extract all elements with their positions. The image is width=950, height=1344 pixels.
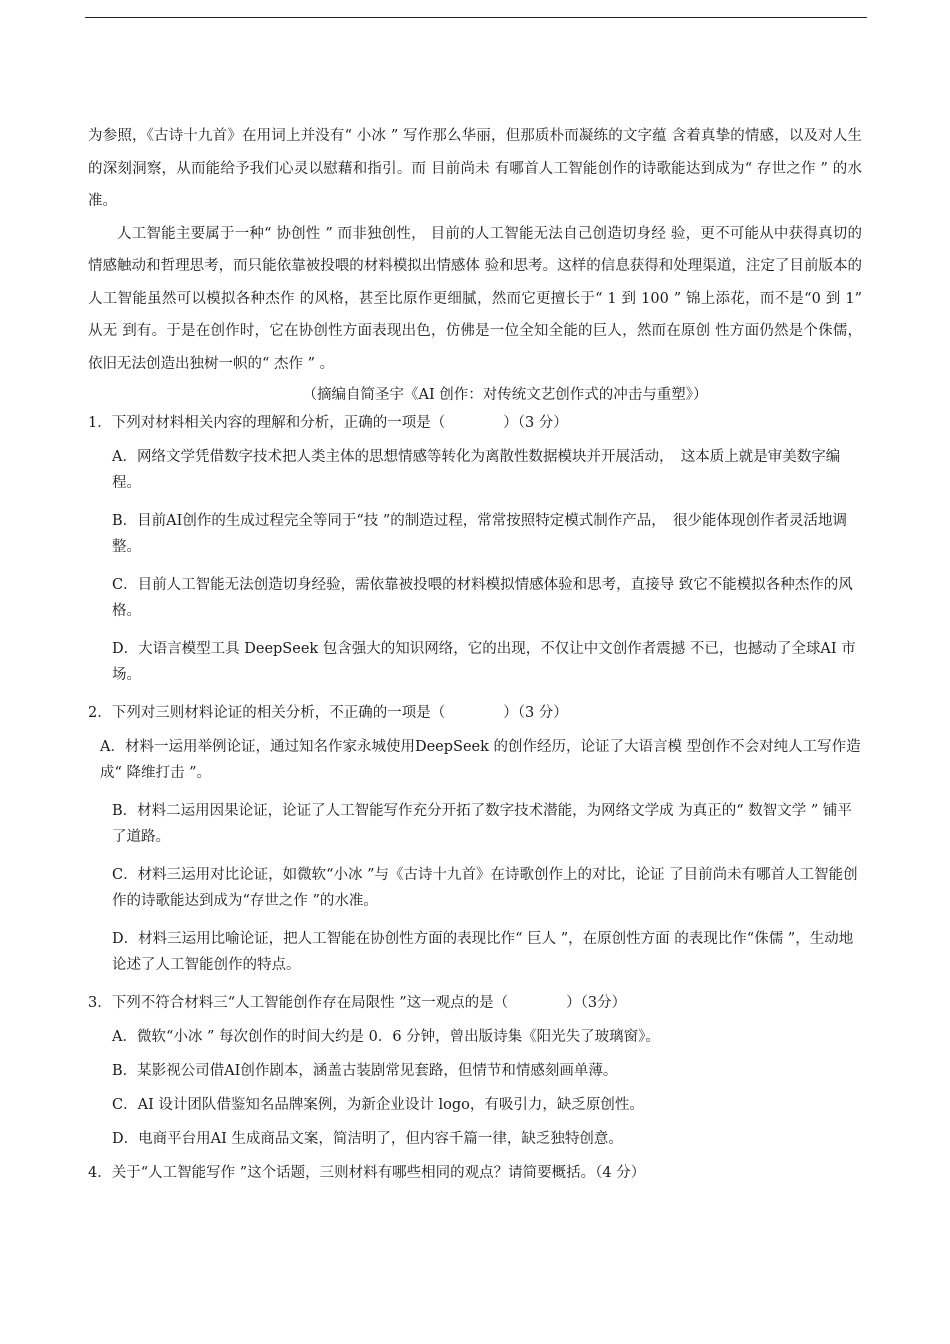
passage-paragraph-2: 人工智能主要属于一种“ 协创性 ” 而非独创性， 目前的人工智能无法自己创造切身经 验，更不可能从中获得真切的情感触动和哲理思考，而只能依靠被投喂的材料模拟出情感体 验和思考。这样的信息获得和处理渠道，注定了目前版本的人工智能虽然可以模拟各种杰作 的风格，甚至比原作更细腻，然而它更擅长于“ 1 到 100 ” 锦上添花，而不是“0 到 1” 从无 到有。于是在创作时，它在协创性方面表现出色，仿佛是一位全知全能的巨人，然而在原创 性方面仍然是个侏儒，依旧无法创造出独树一帜的“ 杰作 ” 。 [88, 225, 862, 372]
option-d: D．电商平台用AI 生成商品文案，简洁明了，但内容千篇一律，缺乏独特创意。 [112, 1131, 623, 1147]
option-b: B．材料二运用因果论证，论证了人工智能写作充分开拓了数字技术潜能，为网络文学成 为真正的“ 数智文学 ” 铺平了道路。 [112, 803, 852, 845]
option-b: B．某影视公司借AI创作剧本，涵盖古装剧常见套路，但情节和情感刻画单薄。 [112, 1063, 618, 1079]
question-stem: 2．下列对三则材料论证的相关分析，不正确的一项是（ ）（3 分） [88, 705, 568, 721]
question-2 [88, 700, 862, 978]
option-d: D．材料三运用比喻论证，把人工智能在协创性方面的表现比作“ 巨人 ”，在原创性方面 的表现比作“侏儒 ”，生动地论述了人工智能创作的特点。 [112, 931, 854, 973]
option-a: A．微软“小冰 ” 每次创作的时间大约是 0．6 分钟，曾出版诗集《阳光失了玻璃窗》。 [112, 1029, 660, 1045]
option-c: C．目前人工智能无法创造切身经验，需依靠被投喂的材料模拟情感体验和思考，直接导 致它不能模拟各种杰作的风格。 [112, 577, 853, 619]
question-4 [88, 1160, 862, 1186]
option-b: B．目前AI创作的生成过程完全等同于“技 ”的制造过程，常常按照特定模式制作产品， 很少能体现创作者灵活地调整。 [112, 513, 848, 555]
option-c: C．材料三运用对比论证，如微软“小冰 ”与《古诗十九首》在诗歌创作上的对比，论证 了目前尚未有哪首人工智能创作的诗歌能达到成为“存世之作 ”的水准。 [112, 867, 858, 909]
passage-paragraph-1: 为参照，《古诗十九首》在用词上并没有“ 小冰 ” 写作那么华丽，但那质朴而凝练的文字蕴 含着真挚的情感，以及对人生的深刻洞察，从而能给予我们心灵以慰藉和指引。而 目前尚未 有哪首人工智能创作的诗歌能达到成为“ 存世之作 ” 的水准。 [88, 128, 862, 209]
option-d: D．大语言模型工具 DeepSeek 包含强大的知识网络，它的出现，不仅让中文创作者震撼 不已，也撼动了全球AI 市场。 [112, 641, 856, 683]
question-1 [88, 410, 862, 688]
option-a: A．网络文学凭借数字技术把人类主体的思想情感等转化为离散性数据模块并开展活动， 这本质上就是审美数字编程。 [112, 449, 841, 491]
option-a: A．材料一运用举例论证，通过知名作家永城使用DeepSeek 的创作经历，论证了大语言模 型创作不会对纯人工写作造成“ 降维打击 ”。 [100, 739, 861, 781]
header-rule [85, 17, 867, 18]
question-3 [88, 990, 862, 1152]
exam-page [88, 120, 862, 1186]
question-stem: 1．下列对材料相关内容的理解和分析，正确的一项是（ ）（3 分） [88, 415, 568, 431]
passage-source: （摘编自简圣宇《AI 创作：对传统文艺创作式的冲击与重塑》） [302, 387, 708, 403]
option-c: C．AI 设计团队借鉴知名品牌案例，为新企业设计 logo，有吸引力，缺乏原创性。 [112, 1097, 644, 1113]
question-stem: 4．关于“人工智能写作 ”这个话题，三则材料有哪些相同的观点？请简要概括。（4 分） [88, 1165, 646, 1181]
question-stem: 3．下列不符合材料三“人工智能创作存在局限性 ”这一观点的是（ ）（3分） [88, 995, 627, 1011]
